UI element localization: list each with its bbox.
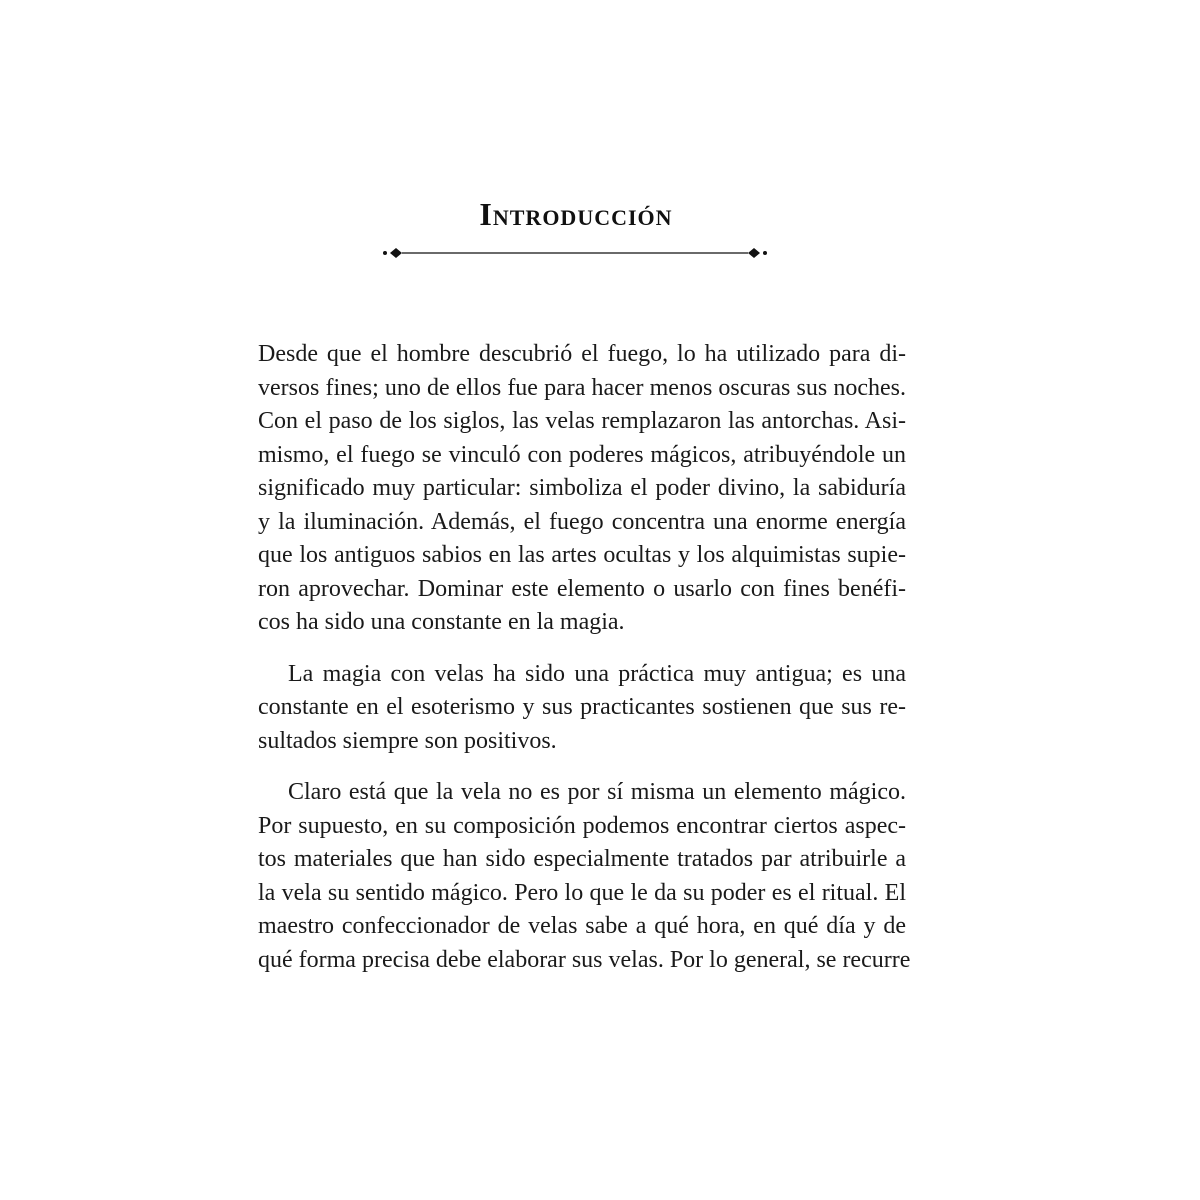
chapter-heading: Introducción: [479, 196, 673, 232]
text-line: y la iluminación. Además, el fuego concentra una enorme energía: [258, 508, 906, 535]
text-line: La magia con velas ha sido una práctica muy antigua; es una: [288, 660, 906, 687]
text-line: tos materiales que han sido especialmente tratados par atribuirle a: [258, 846, 906, 872]
text-line: constante en el esoterismo y sus practicantes sostienen que sus re-: [258, 694, 906, 720]
ornament-diamond-right: [748, 248, 760, 258]
ornament-divider: [382, 246, 768, 260]
paragraph-1: [258, 338, 906, 640]
text-line: qué forma precisa debe elaborar sus velas. Por lo general, se recurre: [258, 946, 911, 973]
ornament-dot-right: [763, 251, 767, 255]
text-line: ron aprovechar. Dominar este elemento o usarlo con fines benéfi-: [258, 575, 906, 602]
text-line: mismo, el fuego se vinculó con poderes mágicos, atribuyéndole un: [258, 441, 906, 468]
ornament-diamond-left: [390, 248, 402, 258]
text-line: Con el paso de los siglos, las velas remplazaron las antorchas. Asi-: [258, 408, 906, 434]
text-line: Por supuesto, en su composición podemos encontrar ciertos aspec-: [258, 812, 906, 839]
text-line: cos ha sido una constante en la magia.: [258, 609, 625, 635]
text-line: versos fines; uno de ellos fue para hacer menos oscuras sus noches.: [258, 374, 906, 401]
text-line: maestro confeccionador de velas sabe a qué hora, en qué día y de: [258, 913, 906, 939]
body-text: [258, 338, 911, 995]
text-line: Claro está que la vela no es por sí misma un elemento mágico.: [288, 779, 906, 805]
paragraph-2: [258, 658, 906, 759]
text-line: Desde que el hombre descubrió el fuego, lo ha utilizado para di-: [258, 341, 906, 367]
ornament-dot-left: [383, 251, 387, 255]
text-line: significado muy particular: simboliza el poder divino, la sabiduría: [258, 475, 906, 501]
text-line: que los antiguos sabios en las artes ocultas y los alquimistas supie-: [258, 542, 906, 568]
text-line: la vela su sentido mágico. Pero lo que le da su poder es el ritual. El: [258, 879, 906, 906]
paragraph-3: [258, 776, 911, 977]
text-line: sultados siempre son positivos.: [258, 727, 557, 754]
